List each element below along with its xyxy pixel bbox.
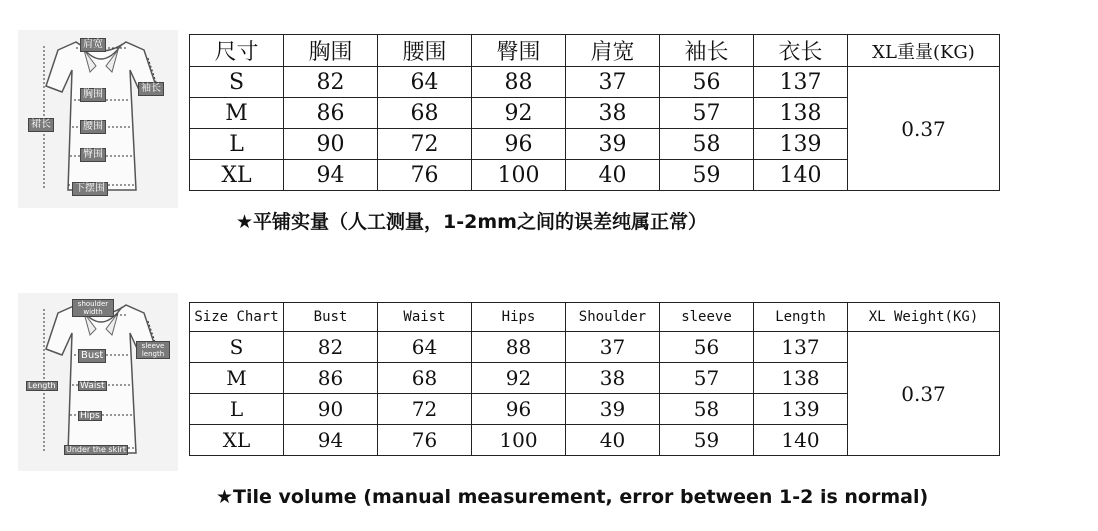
cell-hips: 96	[472, 129, 566, 160]
cell-bust: 94	[284, 160, 378, 191]
header-weight: XL Weight(KG)	[848, 303, 1000, 332]
cell-length: 138	[754, 363, 848, 394]
cell-shoulder: 38	[566, 98, 660, 129]
cell-sleeve: 57	[660, 98, 754, 129]
cell-weight: 0.37	[848, 67, 1000, 191]
label-hem: Under the skirt	[66, 445, 126, 454]
cell-shoulder: 38	[566, 363, 660, 394]
label-length: 裙长	[28, 118, 54, 132]
header-length: Length	[754, 303, 848, 332]
header-sleeve: sleeve	[660, 303, 754, 332]
label-length: Length	[28, 381, 56, 390]
cell-shoulder: 40	[566, 425, 660, 456]
measurement-note-en: ★Tile volume (manual measurement, error between 1-2 is normal)	[216, 486, 929, 508]
cell-shoulder: 37	[566, 67, 660, 98]
cell-bust: 82	[284, 332, 378, 363]
cell-size: M	[190, 98, 284, 129]
header-sleeve: 袖长	[660, 35, 754, 67]
cell-size: S	[190, 332, 284, 363]
cell-bust: 82	[284, 67, 378, 98]
cell-size: M	[190, 363, 284, 394]
label-shoulder: shoulder width	[72, 299, 114, 317]
header-size: 尺寸	[190, 35, 284, 67]
cell-length: 137	[754, 67, 848, 98]
label-hem: 下摆围	[72, 182, 108, 196]
cell-length: 137	[754, 332, 848, 363]
cell-bust: 86	[284, 363, 378, 394]
header-hips: Hips	[472, 303, 566, 332]
cell-size: XL	[190, 160, 284, 191]
header-bust: 胸围	[284, 35, 378, 67]
cell-length: 140	[754, 160, 848, 191]
cell-bust: 94	[284, 425, 378, 456]
cell-length: 139	[754, 394, 848, 425]
cell-length: 139	[754, 129, 848, 160]
cell-hips: 88	[472, 67, 566, 98]
table-row	[190, 67, 1000, 98]
cell-sleeve: 58	[660, 394, 754, 425]
label-shoulder: 肩宽	[80, 38, 106, 52]
label-waist: Waist	[80, 381, 105, 391]
cell-bust: 86	[284, 98, 378, 129]
cell-size: L	[190, 129, 284, 160]
cell-waist: 72	[378, 129, 472, 160]
cell-sleeve: 56	[660, 332, 754, 363]
cell-hips: 92	[472, 363, 566, 394]
header-hips: 臀围	[472, 35, 566, 67]
cell-sleeve: 59	[660, 160, 754, 191]
cell-waist: 76	[378, 425, 472, 456]
cell-waist: 64	[378, 67, 472, 98]
table-row	[190, 332, 1000, 363]
cell-sleeve: 57	[660, 363, 754, 394]
cell-length: 140	[754, 425, 848, 456]
cell-waist: 68	[378, 363, 472, 394]
label-bust: Bust	[78, 349, 106, 363]
cell-waist: 64	[378, 332, 472, 363]
cell-sleeve: 59	[660, 425, 754, 456]
measurement-note-cn: ★平铺实量（人工测量，1-2mm之间的误差纯属正常）	[236, 211, 707, 233]
table-header-row	[190, 303, 1000, 332]
cell-waist: 76	[378, 160, 472, 191]
cell-length: 138	[754, 98, 848, 129]
header-length: 衣长	[754, 35, 848, 67]
label-waist: 腰围	[80, 120, 106, 134]
cell-size: S	[190, 67, 284, 98]
header-size: Size Chart	[190, 303, 284, 332]
cell-hips: 100	[472, 425, 566, 456]
cell-shoulder: 40	[566, 160, 660, 191]
size-table-en	[189, 302, 1000, 456]
size-table-cn	[189, 34, 1000, 191]
header-weight: XL重量(KG)	[848, 35, 1000, 67]
cell-waist: 68	[378, 98, 472, 129]
header-waist: Waist	[378, 303, 472, 332]
cell-shoulder: 39	[566, 394, 660, 425]
cell-waist: 72	[378, 394, 472, 425]
cell-shoulder: 39	[566, 129, 660, 160]
cell-size: XL	[190, 425, 284, 456]
label-hips: Hips	[80, 411, 100, 421]
label-bust: 胸围	[80, 88, 106, 102]
cell-bust: 90	[284, 129, 378, 160]
header-bust: Bust	[284, 303, 378, 332]
cell-sleeve: 58	[660, 129, 754, 160]
dress-diagram-cn	[18, 30, 178, 208]
cell-weight: 0.37	[848, 332, 1000, 456]
cell-hips: 96	[472, 394, 566, 425]
cell-sleeve: 56	[660, 67, 754, 98]
cell-size: L	[190, 394, 284, 425]
cell-hips: 100	[472, 160, 566, 191]
dress-diagram-en	[18, 293, 178, 471]
cell-hips: 92	[472, 98, 566, 129]
cell-hips: 88	[472, 332, 566, 363]
header-shoulder: 肩宽	[566, 35, 660, 67]
header-shoulder: Shoulder	[566, 303, 660, 332]
cell-shoulder: 37	[566, 332, 660, 363]
cell-bust: 90	[284, 394, 378, 425]
label-hips: 臀围	[80, 148, 106, 162]
label-sleeve: sleeve length	[136, 341, 170, 359]
header-waist: 腰围	[378, 35, 472, 67]
table-header-row	[190, 35, 1000, 67]
label-sleeve: 袖长	[138, 82, 164, 96]
